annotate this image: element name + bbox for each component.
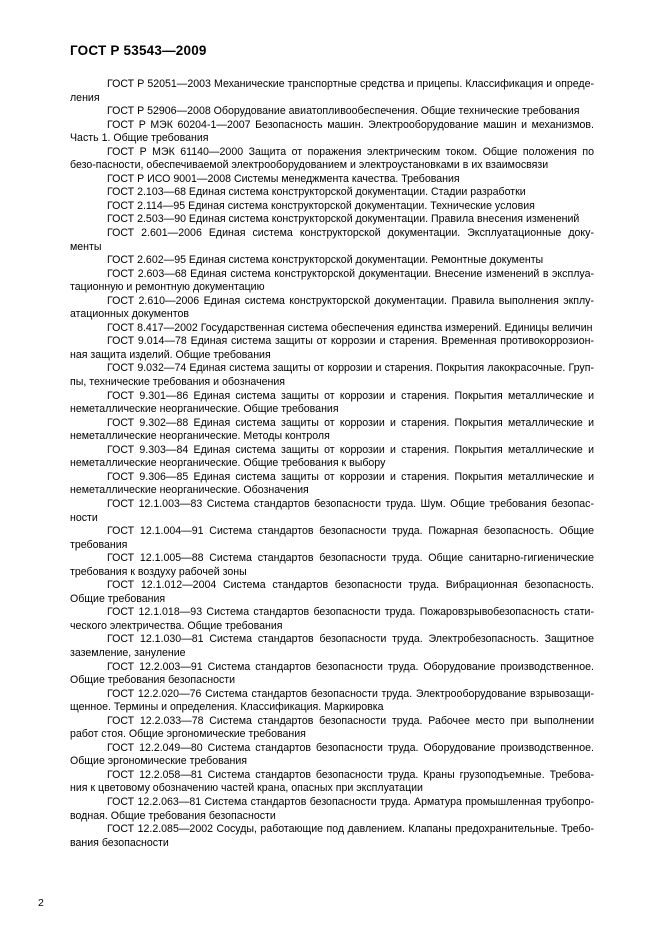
list-item: ГОСТ 2.610—2006 Единая система конструкторской документации. Правила выполнения экплу-атационных документов — [70, 294, 594, 321]
list-item: ГОСТ 12.1.005—88 Система стандартов безопасности труда. Общие санитарно-гигиенические требования к воздуху рабочей зоны — [70, 552, 594, 578]
list-item: ГОСТ 12.1.018—93 Система стандартов безопасности труда. Пожаровзрывобезопасность стати-ческого электричества. Общие требования — [70, 606, 594, 632]
list-item: ГОСТ 2.603—68 Единая система конструкторской документации. Внесение изменений в эксплуа-тационную и ремонтную документацию — [70, 267, 594, 294]
list-item: ГОСТ 12.2.003—91 Система стандартов безопасности труда. Оборудование производственное. Общие требования безопасности — [70, 660, 594, 687]
list-item: ГОСТ 9.303—84 Единая система защиты от коррозии и старения. Покрытия металлические и неметаллические неорганические. Общие требования к выбору — [70, 443, 594, 470]
list-item: ГОСТ 12.2.033—78 Система стандартов безопасности труда. Рабочее место при выполнении работ стоя. Общие эргономические требования — [70, 714, 594, 741]
list-item: ГОСТ Р 52906—2008 Оборудование авиатопливообеспечения. Общие технические требования — [107, 105, 580, 118]
list-item: ГОСТ Р 52051—2003 Механические транспортные средства и прицепы. Классификация и опреде-ления — [70, 78, 594, 104]
list-item: ГОСТ 9.032—74 Единая система защиты от коррозии и старения. Покрытия лакокрасочные. Груп-пы, технические требования и обозначения — [70, 362, 594, 389]
list-item: ГОСТ 2.103—68 Единая система конструкторской документации. Стадии разработки — [107, 186, 526, 199]
list-item: ГОСТ 9.306—85 Единая система защиты от коррозии и старения. Покрытия металлические и неметаллические неорганические. Обозначения — [70, 470, 594, 497]
list-item: ГОСТ 12.1.030—81 Система стандартов безопасности труда. Электробезопасность. Защитное заземление, зануление — [70, 633, 594, 659]
page-number: 2 — [38, 897, 44, 909]
list-item: ГОСТ 12.1.004—91 Система стандартов безопасности труда. Пожарная безопасность. Общие требования — [70, 525, 594, 551]
list-item: ГОСТ 12.2.063—81 Система стандартов безопасности труда. Арматура промышленная трубопро-водная. Общие требования безопасности — [70, 795, 594, 822]
list-item: ГОСТ 12.2.085—2002 Сосуды, работающие под давлением. Клапаны предохранительные. Требо-вания безопасности — [70, 823, 594, 849]
list-item: ГОСТ 12.2.020—76 Система стандартов безопасности труда. Электрооборудование взрывозащи-щенное. Термины и определения. Классификация. Маркировка — [70, 687, 594, 714]
list-item: ГОСТ 2.114—95 Единая система конструкторской документации. Технические условия — [107, 199, 535, 212]
page-title: ГОСТ Р 53543—2009 — [70, 43, 207, 58]
list-item: ГОСТ 8.417—2002 Государственная система обеспечения единства измерений. Единицы величин — [107, 321, 593, 334]
list-item: ГОСТ 9.014—78 Единая система защиты от коррозии и старения. Временная противокоррозион-ная защита изделий. Общие требования — [70, 335, 594, 361]
list-item: ГОСТ 12.2.049—80 Система стандартов безопасности труда. Оборудование производственное. Общие эргономические требования — [70, 741, 594, 768]
list-item: ГОСТ 9.301—86 Единая система защиты от коррозии и старения. Покрытия металлические и неметаллические неорганические. Общие требования — [70, 389, 594, 416]
list-item: ГОСТ 9.302—88 Единая система защиты от коррозии и старения. Покрытия металлические и неметаллические неорганические. Методы контроля — [70, 416, 594, 443]
list-item: ГОСТ 12.2.058—81 Система стандартов безопасности труда. Краны грузоподъемные. Требова-ния к цветовому обозначению частей крана, опасных при эксплуатации — [70, 768, 594, 795]
standards-list — [70, 78, 594, 850]
list-item: ГОСТ 2.602—95 Единая система конструкторской документации. Ремонтные документы — [107, 254, 544, 267]
list-item: ГОСТ Р МЭК 60204-1—2007 Безопасность машин. Электрооборудование машин и механизмов. Часть 1. Общие требования — [70, 118, 594, 145]
list-item: ГОСТ 2.503—90 Единая система конструкторской документации. Правила внесения изменений — [107, 213, 580, 226]
list-item: ГОСТ Р ИСО 9001—2008 Системы менеджмента качества. Требования — [107, 172, 460, 185]
list-item: ГОСТ 12.1.003—83 Система стандартов безопасности труда. Шум. Общие требования безопас-ности — [70, 497, 594, 524]
list-item: ГОСТ 2.601—2006 Единая система конструкторской документации. Эксплуатационные доку-менты — [70, 227, 594, 253]
list-item: ГОСТ Р МЭК 61140—2000 Защита от поражения электрическим током. Общие положения по безо-пасности, обеспечиваемой электрооборудованием и электроустановками в их взаимосвязи — [70, 145, 594, 172]
list-item: ГОСТ 12.1.012—2004 Система стандартов безопасности труда. Вибрационная безопасность. Общие требования — [70, 579, 594, 605]
